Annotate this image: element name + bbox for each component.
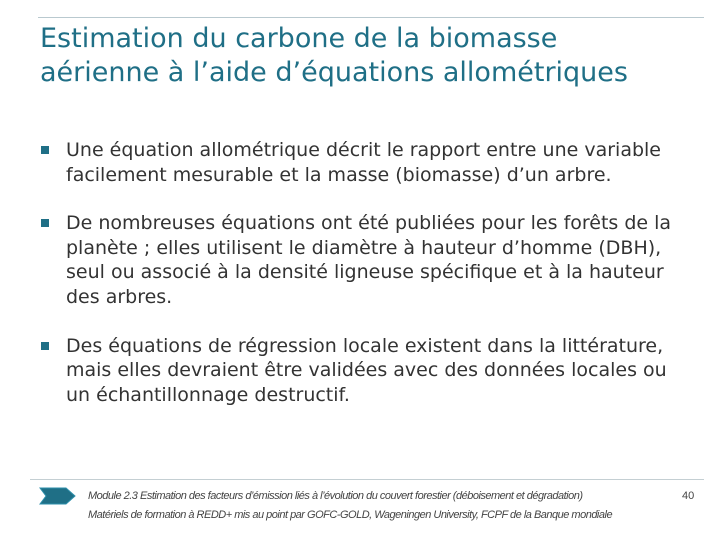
square-bullet-icon (41, 219, 49, 227)
bullet-text: Une équation allométrique décrit le rapport entre une variable facilement mesurable et la masse (biomasse) d’un arbre. (66, 139, 661, 186)
square-bullet-icon (41, 146, 49, 154)
bullet-list (40, 138, 680, 431)
footer-module-line: Module 2.3 Estimation des facteurs d’émission liés à l’évolution du couvert forestier (déboisement et dégradation) (88, 490, 583, 502)
footer-text (88, 487, 688, 525)
slide-title (40, 22, 700, 90)
bullet-item (40, 211, 680, 309)
top-divider (38, 17, 704, 18)
bullet-item (40, 334, 680, 408)
arrow-icon (38, 484, 78, 508)
bullet-text: De nombreuses équations ont été publiées pour les forêts de la planète ; elles utilisent le diamètre à hauteur d’homme (DBH), seul ou associé à la densité ligneuse spécifique et à la hauteur des arbres. (66, 212, 672, 308)
footer-credits-line: Matériels de formation à REDD+ mis au point par GOFC-GOLD, Wageningen University, FCPF de la Banque mondiale (88, 509, 613, 521)
square-bullet-icon (41, 342, 49, 350)
title-line-1: Estimation du carbone de la biomasse (40, 23, 558, 54)
title-line-2: aérienne à l’aide d’équations allométriques (40, 57, 628, 88)
footer-divider (30, 479, 704, 480)
bullet-text: Des équations de régression locale existent dans la littérature, mais elles devraient être validées avec des données locales ou un échantillonnage destructif. (66, 334, 667, 406)
page-number: 40 (682, 490, 695, 502)
bullet-item (40, 138, 680, 187)
